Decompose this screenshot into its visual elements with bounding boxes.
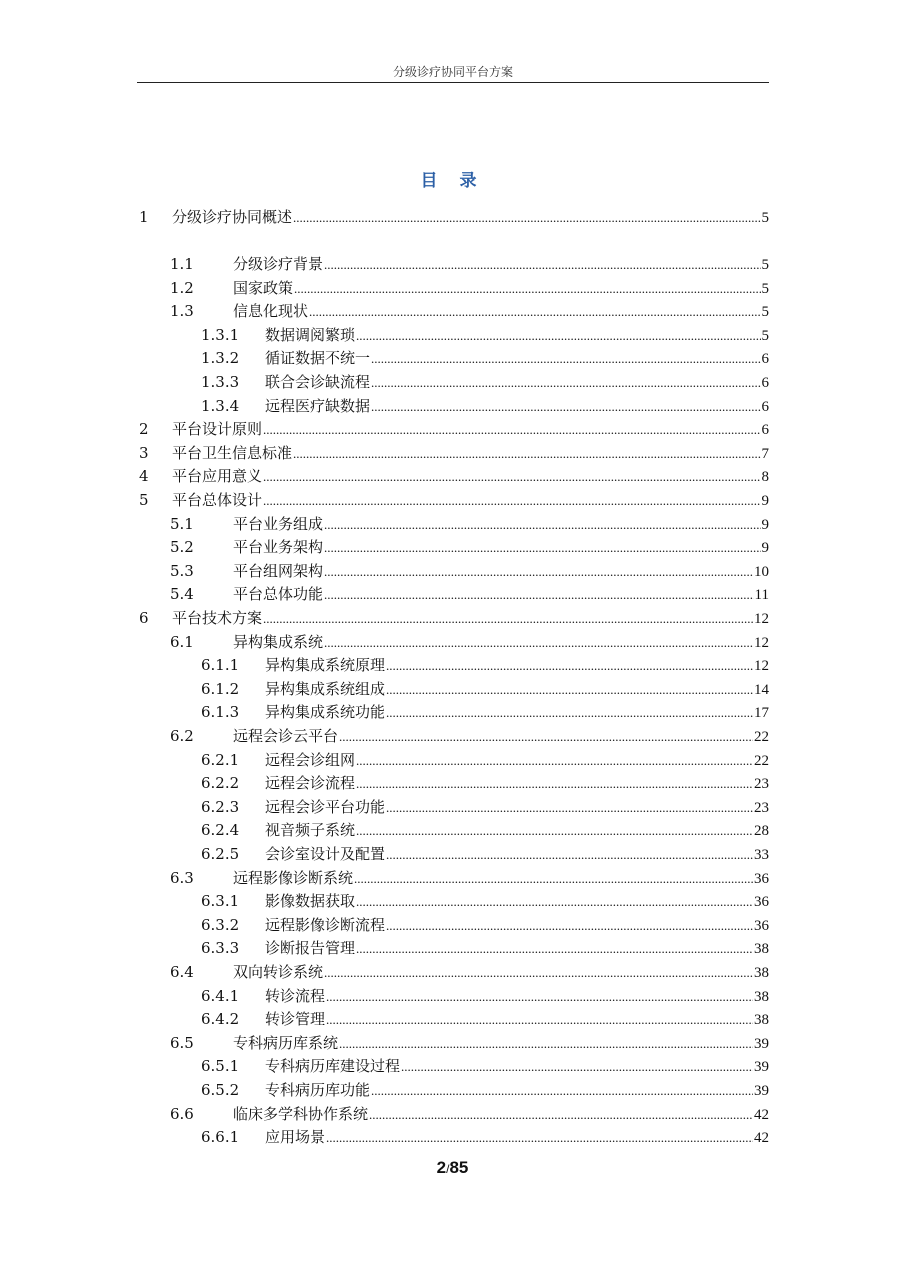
toc-entry[interactable] bbox=[137, 890, 769, 912]
toc-entry[interactable] bbox=[137, 654, 769, 676]
toc-entry[interactable] bbox=[137, 772, 769, 794]
toc-entry-number: 1.3 bbox=[170, 302, 194, 321]
toc-entry-title: 平台组网架构 bbox=[233, 561, 324, 580]
toc-leader-dots bbox=[263, 419, 760, 441]
toc-entry-title: 平台技术方案 bbox=[172, 609, 263, 627]
toc-entry-page: 38 bbox=[754, 988, 769, 1005]
toc-entry-title: 异构集成系统 bbox=[233, 632, 324, 651]
toc-leader-dots bbox=[401, 1056, 753, 1078]
toc-entry-page: 12 bbox=[754, 611, 769, 627]
toc-leader-dots bbox=[263, 608, 753, 630]
toc-leader-dots bbox=[371, 348, 760, 370]
toc-entry-number: 1 bbox=[139, 208, 149, 226]
toc-entry-title: 视音频子系统 bbox=[265, 821, 356, 840]
toc-entry-number: 1.3.2 bbox=[201, 349, 240, 368]
toc-entry[interactable] bbox=[137, 1079, 769, 1101]
toc-entry-title: 转诊流程 bbox=[265, 986, 326, 1005]
toc-leader-dots bbox=[263, 490, 760, 512]
toc-entry[interactable] bbox=[137, 371, 769, 393]
toc-entry-number: 5.2 bbox=[170, 538, 194, 557]
toc-entry-number: 6.4.2 bbox=[201, 1010, 240, 1029]
toc-entry[interactable] bbox=[137, 1126, 769, 1148]
toc-entry-page: 12 bbox=[754, 658, 769, 675]
toc-entry-page: 6 bbox=[761, 375, 769, 391]
toc-entry-title: 远程会诊组网 bbox=[265, 750, 356, 769]
toc-leader-dots bbox=[339, 1033, 753, 1055]
toc-entry-page: 6 bbox=[761, 351, 769, 368]
toc-entry[interactable] bbox=[137, 395, 769, 417]
toc-entry-number: 6.2.4 bbox=[201, 821, 240, 840]
toc-entry[interactable] bbox=[137, 1008, 769, 1030]
toc-entry[interactable] bbox=[137, 489, 769, 511]
toc-entry-page: 12 bbox=[754, 634, 769, 651]
toc-entry-page: 36 bbox=[754, 870, 769, 887]
toc-title: 目 录 bbox=[420, 171, 485, 191]
toc-entry-number: 1.3.1 bbox=[201, 325, 240, 344]
toc-entry-title: 信息化现状 bbox=[233, 302, 309, 321]
toc-leader-dots bbox=[356, 773, 753, 795]
toc-entry-title: 分级诊疗背景 bbox=[233, 255, 324, 273]
toc-entry[interactable] bbox=[137, 867, 769, 889]
toc-entry-page: 5 bbox=[761, 210, 769, 226]
toc-entry[interactable] bbox=[137, 560, 769, 582]
toc-entry[interactable] bbox=[137, 961, 769, 983]
toc-entry[interactable] bbox=[137, 914, 769, 936]
toc-entry-page: 9 bbox=[761, 493, 769, 509]
toc-leader-dots bbox=[309, 301, 760, 323]
toc-entry-number: 6.1.1 bbox=[201, 656, 240, 675]
toc-entry-number: 6.2.3 bbox=[201, 797, 240, 816]
toc-leader-dots bbox=[386, 702, 753, 724]
toc-entry-title: 异构集成系统组成 bbox=[265, 679, 386, 698]
toc-entry-title: 远程影像诊断系统 bbox=[233, 868, 354, 887]
toc-entry[interactable] bbox=[137, 1032, 769, 1054]
toc-leader-dots bbox=[324, 514, 760, 536]
toc-leader-dots bbox=[294, 278, 760, 300]
toc-entry-title: 数据调阅繁琐 bbox=[265, 325, 356, 344]
toc-entry-title: 平台业务架构 bbox=[233, 538, 324, 557]
toc-leader-dots bbox=[369, 1104, 753, 1126]
toc-entry-number: 1.3.4 bbox=[201, 396, 240, 415]
toc-entry-title: 平台应用意义 bbox=[172, 467, 263, 486]
toc-entry[interactable] bbox=[137, 324, 769, 346]
toc-entry-number: 5.1 bbox=[170, 514, 194, 533]
toc-leader-dots bbox=[354, 868, 753, 890]
toc-entry[interactable] bbox=[137, 1055, 769, 1077]
toc-entry[interactable] bbox=[137, 796, 769, 818]
toc-entry[interactable] bbox=[137, 749, 769, 771]
toc-entry[interactable] bbox=[137, 536, 769, 558]
toc-entry-number: 1.3.3 bbox=[201, 373, 240, 391]
toc-entry-number: 5 bbox=[139, 491, 149, 509]
toc-leader-dots bbox=[371, 1080, 753, 1102]
toc-entry-page: 39 bbox=[754, 1059, 769, 1076]
toc-entry-number: 3 bbox=[139, 443, 149, 462]
toc-leader-dots bbox=[371, 396, 760, 418]
toc-entry[interactable] bbox=[137, 347, 769, 369]
toc-entry-number: 6.4 bbox=[170, 963, 194, 981]
toc-entry-page: 11 bbox=[754, 587, 769, 604]
toc-entry-title: 平台卫生信息标准 bbox=[172, 443, 293, 462]
toc-entry[interactable] bbox=[137, 513, 769, 535]
toc-entry-number: 6.5.2 bbox=[201, 1081, 240, 1099]
toc-entry-title: 平台总体设计 bbox=[172, 491, 263, 509]
toc-entry-number: 6.2.1 bbox=[201, 750, 240, 769]
toc-entry-page: 36 bbox=[754, 894, 769, 911]
toc-entry-title: 平台总体功能 bbox=[233, 585, 324, 604]
toc-entry-title: 临床多学科协作系统 bbox=[233, 1104, 369, 1123]
toc-leader-dots bbox=[356, 820, 753, 842]
toc-entry-number: 6.2.2 bbox=[201, 774, 240, 793]
toc-entry-page: 23 bbox=[754, 776, 769, 793]
toc-entry-title: 平台业务组成 bbox=[233, 514, 324, 533]
toc-entry-title: 专科病历库功能 bbox=[265, 1081, 371, 1099]
toc-entry-number: 6.2.5 bbox=[201, 845, 240, 863]
toc-entry-page: 5 bbox=[761, 304, 769, 321]
toc-entry[interactable] bbox=[137, 206, 769, 228]
toc-entry-number: 6.4.1 bbox=[201, 986, 240, 1005]
toc-entry-title: 专科病历库建设过程 bbox=[265, 1057, 401, 1076]
toc-entry-page: 22 bbox=[754, 729, 769, 745]
toc-entry-page: 9 bbox=[761, 540, 769, 557]
toc-entry[interactable] bbox=[137, 607, 769, 629]
toc-entry-page: 7 bbox=[761, 445, 769, 462]
toc-entry-page: 10 bbox=[754, 563, 769, 580]
toc-entry-title: 远程会诊云平台 bbox=[233, 727, 339, 745]
toc-entry[interactable] bbox=[137, 631, 769, 653]
toc-entry-number: 6.3.1 bbox=[201, 892, 240, 911]
toc-leader-dots bbox=[339, 726, 753, 748]
toc-entry-number: 5.3 bbox=[170, 561, 194, 580]
toc-entry-number: 6.1.3 bbox=[201, 703, 240, 722]
toc-entry-title: 远程医疗缺数据 bbox=[265, 396, 371, 415]
toc-leader-dots bbox=[324, 962, 753, 984]
page-separator: / bbox=[446, 1162, 450, 1176]
toc-leader-dots bbox=[326, 1127, 753, 1149]
toc-leader-dots bbox=[293, 207, 760, 229]
toc-entry-page: 23 bbox=[754, 799, 769, 816]
toc-entry-number: 1.2 bbox=[170, 278, 194, 297]
toc-entry-page: 42 bbox=[754, 1130, 769, 1147]
toc-entry-number: 6 bbox=[139, 609, 149, 627]
toc-entry-title: 会诊室设计及配置 bbox=[265, 845, 386, 863]
toc-entry[interactable] bbox=[137, 300, 769, 322]
toc-leader-dots bbox=[386, 915, 753, 937]
toc-leader-dots bbox=[263, 466, 760, 488]
toc-entry-title: 诊断报告管理 bbox=[265, 939, 356, 958]
toc-entry-number: 5.4 bbox=[170, 585, 194, 604]
toc-leader-dots bbox=[356, 325, 760, 347]
toc-entry[interactable] bbox=[137, 843, 769, 865]
toc-entry-title: 国家政策 bbox=[233, 278, 294, 297]
toc-leader-dots bbox=[386, 844, 753, 866]
toc-leader-dots bbox=[386, 797, 753, 819]
toc-leader-dots bbox=[324, 561, 753, 583]
toc-entry[interactable] bbox=[137, 465, 769, 487]
toc-entry[interactable] bbox=[137, 1103, 769, 1125]
toc-entry[interactable] bbox=[137, 819, 769, 841]
toc-entry[interactable] bbox=[137, 418, 769, 440]
toc-entry-title: 影像数据获取 bbox=[265, 892, 356, 911]
toc-entry-page: 38 bbox=[754, 941, 769, 958]
toc-entry-title: 远程会诊流程 bbox=[265, 774, 356, 793]
toc-entry-page: 22 bbox=[754, 752, 769, 769]
toc-entry[interactable] bbox=[137, 678, 769, 700]
toc-entry[interactable] bbox=[137, 701, 769, 723]
toc-leader-dots bbox=[356, 891, 753, 913]
header-rule bbox=[137, 82, 769, 83]
toc-entry-number: 6.6.1 bbox=[201, 1128, 240, 1147]
toc-entry-page: 36 bbox=[754, 917, 769, 934]
toc-entry-number: 6.3 bbox=[170, 868, 194, 887]
toc-entry-title: 异构集成系统功能 bbox=[265, 703, 386, 722]
toc-entry-number: 2 bbox=[139, 420, 149, 439]
toc-entry-number: 1.1 bbox=[170, 255, 194, 273]
toc-entry-page: 42 bbox=[754, 1106, 769, 1123]
toc-entry-title: 分级诊疗协同概述 bbox=[172, 208, 293, 226]
toc-leader-dots bbox=[386, 679, 753, 701]
toc-entry[interactable] bbox=[137, 725, 769, 747]
toc-entry-page: 17 bbox=[754, 705, 769, 722]
toc-entry-page: 39 bbox=[754, 1083, 769, 1099]
toc-entry-number: 6.1 bbox=[170, 632, 194, 651]
toc-entry-page: 9 bbox=[761, 516, 769, 533]
toc-entry-page: 5 bbox=[761, 327, 769, 344]
total-pages: 85 bbox=[449, 1158, 469, 1177]
toc-entry[interactable] bbox=[137, 253, 769, 275]
toc-entry-title: 远程影像诊断流程 bbox=[265, 915, 386, 934]
toc-entry-page: 6 bbox=[761, 398, 769, 415]
toc-entry-title: 异构集成系统原理 bbox=[265, 656, 386, 675]
toc-leader-dots bbox=[324, 584, 754, 606]
toc-leader-dots bbox=[356, 750, 753, 772]
toc-entry-title: 循证数据不统一 bbox=[265, 349, 371, 368]
toc-entry-page: 5 bbox=[761, 280, 769, 297]
toc-entry[interactable] bbox=[137, 985, 769, 1007]
toc-entry-page: 6 bbox=[761, 422, 769, 439]
toc-entry[interactable] bbox=[137, 277, 769, 299]
toc-entry-page: 28 bbox=[754, 823, 769, 840]
toc-entry-page: 38 bbox=[754, 1012, 769, 1029]
toc-entry[interactable] bbox=[137, 937, 769, 959]
toc-entry[interactable] bbox=[137, 583, 769, 605]
toc-entry-page: 14 bbox=[754, 681, 769, 698]
toc-entry-title: 远程会诊平台功能 bbox=[265, 797, 386, 816]
toc-leader-dots bbox=[324, 254, 760, 276]
toc-leader-dots bbox=[293, 443, 760, 465]
toc-entry-page: 5 bbox=[761, 257, 769, 273]
toc-leader-dots bbox=[386, 655, 753, 677]
toc-entry-number: 6.3.2 bbox=[201, 915, 240, 934]
toc-entry-title: 联合会诊缺流程 bbox=[265, 373, 371, 391]
running-header: 分级诊疗协同平台方案 bbox=[392, 65, 513, 79]
toc-entry-number: 6.1.2 bbox=[201, 679, 240, 698]
toc-entry-title: 专科病历库系统 bbox=[233, 1033, 339, 1052]
toc-entry-number: 6.3.3 bbox=[201, 939, 240, 958]
toc-entry-number: 4 bbox=[139, 467, 149, 486]
toc-entry-page: 39 bbox=[754, 1035, 769, 1052]
toc-leader-dots bbox=[356, 938, 753, 960]
toc-entry-number: 6.5 bbox=[170, 1033, 194, 1052]
toc-entry-page: 8 bbox=[761, 469, 769, 486]
current-page: 2 bbox=[436, 1158, 447, 1177]
toc-entry-page: 33 bbox=[754, 847, 769, 863]
toc-leader-dots bbox=[371, 372, 760, 394]
toc-entry-number: 6.6 bbox=[170, 1104, 194, 1123]
toc-leader-dots bbox=[326, 986, 753, 1008]
toc-entry-title: 双向转诊系统 bbox=[233, 963, 324, 981]
toc-entry-title: 转诊管理 bbox=[265, 1010, 326, 1029]
toc-leader-dots bbox=[326, 1009, 753, 1031]
toc-entry-number: 6.5.1 bbox=[201, 1057, 240, 1076]
toc-entry-title: 应用场景 bbox=[265, 1128, 326, 1147]
toc-leader-dots bbox=[324, 537, 760, 559]
toc-entry-title: 平台设计原则 bbox=[172, 420, 263, 439]
toc-entry-page: 38 bbox=[754, 965, 769, 981]
toc-entry[interactable] bbox=[137, 442, 769, 464]
toc-entry-number: 6.2 bbox=[170, 727, 194, 745]
toc-leader-dots bbox=[324, 632, 753, 654]
page-number bbox=[0, 1158, 905, 1178]
